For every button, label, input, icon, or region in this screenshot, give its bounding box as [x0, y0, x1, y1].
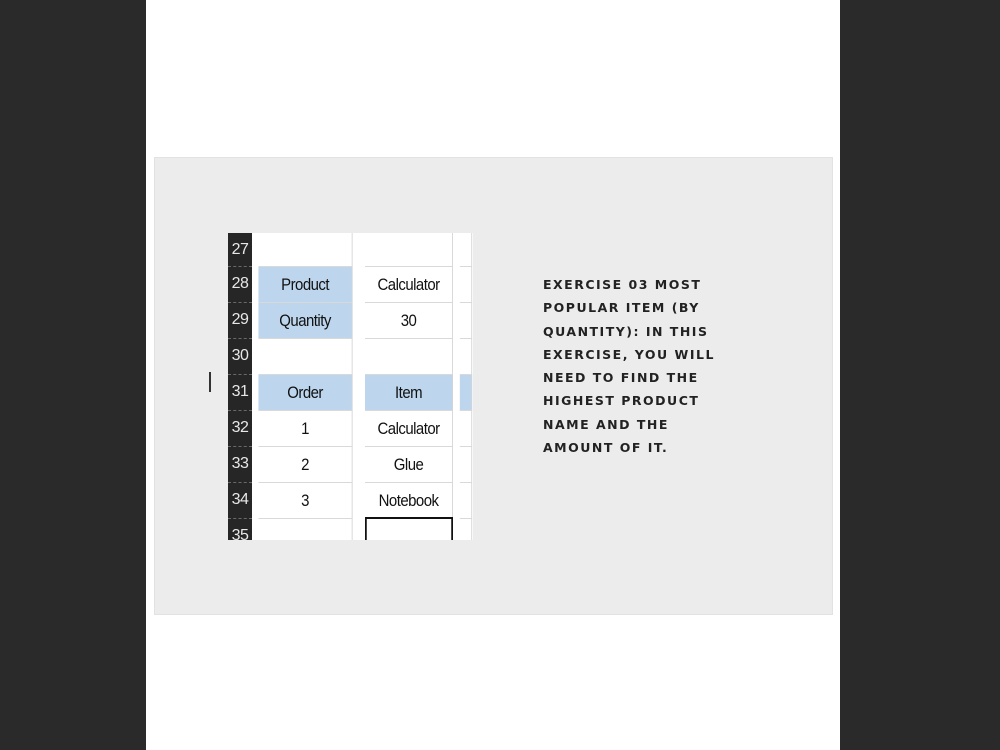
- order-value: 3: [301, 490, 309, 510]
- sheet-cell[interactable]: [460, 267, 472, 303]
- order-value: 2: [301, 454, 309, 474]
- order-cell[interactable]: [258, 411, 352, 447]
- row-number-column: [228, 233, 252, 540]
- product-value-cell[interactable]: [365, 267, 453, 303]
- item-value: Notebook: [378, 490, 439, 510]
- sheet-cell[interactable]: [460, 483, 472, 519]
- row-number: 28: [228, 267, 252, 303]
- order-header: Order: [287, 382, 323, 402]
- sheet-cell[interactable]: [460, 375, 472, 411]
- row-number: 27: [228, 233, 252, 267]
- quantity-value-cell[interactable]: [365, 303, 453, 339]
- sheet-cell[interactable]: [258, 339, 352, 375]
- sheet-cell[interactable]: [460, 303, 472, 339]
- row-number: 30: [228, 339, 252, 375]
- sheet-cell[interactable]: [460, 233, 472, 267]
- quantity-label-cell[interactable]: [258, 303, 352, 339]
- item-value: Calculator: [377, 418, 440, 438]
- sheet-cell[interactable]: [460, 519, 472, 540]
- item-header: Item: [395, 382, 423, 402]
- product-label: Product: [281, 274, 329, 294]
- product-label-cell[interactable]: [258, 267, 352, 303]
- order-header-cell[interactable]: [258, 375, 352, 411]
- item-cell[interactable]: [365, 447, 453, 483]
- item-cell[interactable]: [365, 483, 453, 519]
- sheet-cell[interactable]: [365, 339, 453, 375]
- item-header-cell[interactable]: [365, 375, 453, 411]
- row-number: 29: [228, 303, 252, 339]
- order-value: 1: [301, 418, 309, 438]
- order-cell[interactable]: [258, 447, 352, 483]
- spreadsheet-screenshot: [228, 233, 473, 540]
- order-cell[interactable]: [258, 483, 352, 519]
- sheet-cell[interactable]: [460, 447, 472, 483]
- item-value: Glue: [393, 454, 424, 474]
- sheet-cell[interactable]: [258, 233, 352, 267]
- product-value: Calculator: [377, 274, 440, 294]
- row-number: 32: [228, 411, 252, 447]
- sheet-cell[interactable]: [258, 519, 352, 540]
- row-number: 34: [228, 483, 252, 519]
- sheet-cell[interactable]: [365, 233, 453, 267]
- quantity-label: Quantity: [279, 310, 331, 330]
- selected-cell[interactable]: [365, 517, 453, 540]
- sheet-cell[interactable]: [460, 411, 472, 447]
- exercise-description: EXERCISE 03 MOST POPULAR ITEM (BY QUANTITY): IN THIS EXERCISE, YOU WILL NEED TO FIND THE HIGHEST PRODUCT NAME AND THE AMOUNT OF IT.: [543, 277, 715, 456]
- row-number: 33: [228, 447, 252, 483]
- item-cell[interactable]: [365, 411, 453, 447]
- text-cursor: [209, 372, 211, 392]
- row-number: 31: [228, 375, 252, 411]
- row-number: 35: [231, 527, 249, 540]
- sheet-cell[interactable]: [460, 339, 472, 375]
- quantity-value: 30: [400, 310, 417, 330]
